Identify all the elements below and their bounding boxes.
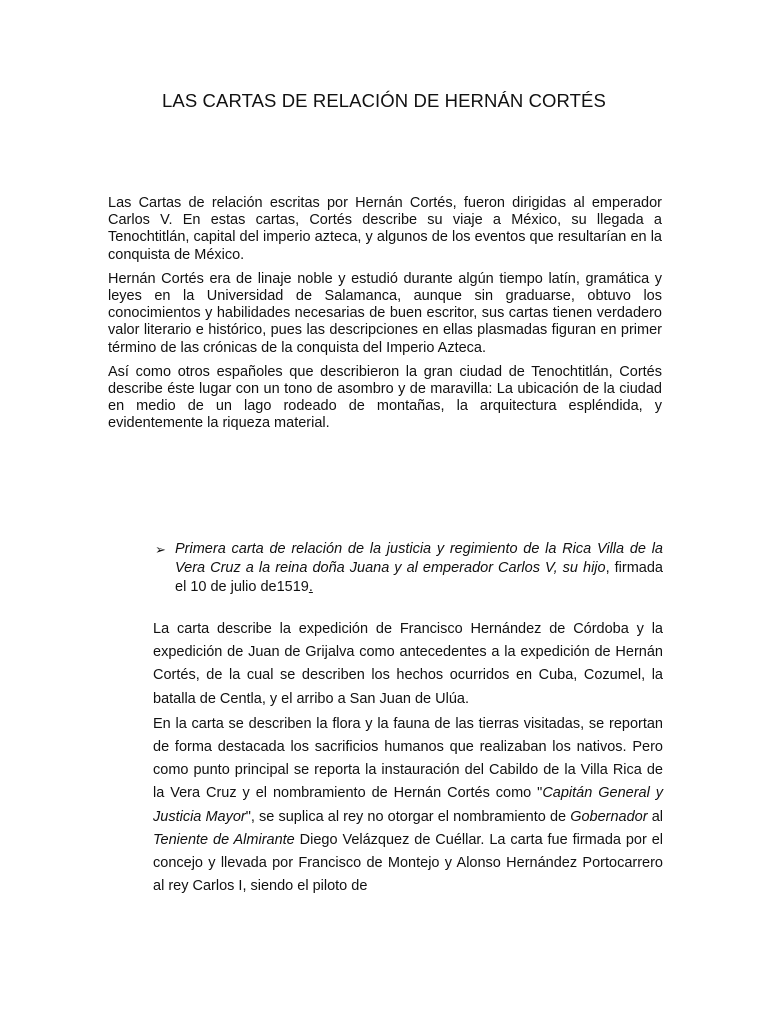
letter-paragraph-1: La carta describe la expedición de Francisco Hernández de Córdoba y la expedición de Juan de Grijalva como antecedentes a la expedición de Hernán Cortés, de la cual se describen los hechos ocurridos en Cuba, Cozumel, la batalla de Centla, y el arribo a San Juan de Ulúa. xyxy=(153,621,663,707)
bullet-italic-text: Primera carta de relación de la justicia y regimiento de la Rica Villa de la Vera Cruz a la reina doña Juana y al emperador Carlos V, su hijo xyxy=(175,541,663,576)
intro-paragraph-1: Las Cartas de relación escritas por Hernán Cortés, fueron dirigidas al emperador Carlos V. En estas cartas, Cortés describe su viaje a México, su llegada a Tenochtitlán, capital del imperio azteca, y algunos de los eventos que resultarían en la conquista de México. xyxy=(108,195,662,263)
letter-paragraph-2 xyxy=(153,713,663,899)
letter-paragraph-2-part1: En la carta se describen la flora y la fauna de las tierras visitadas, se reportan de forma destacada los sacrificios humanos que realizaban los nativos. Pero como punto principal se reporta la instauración del Cabildo de la Villa Rica de la Vera Cruz y el nombramiento de Hernán Cortés como " xyxy=(153,715,663,802)
intro-paragraph-2: Hernán Cortés era de linaje noble y estudió durante algún tiempo latín, gramática y leyes en la Universidad de Salamanca, aunque sin graduarse, obtuvo los conocimientos y habilidades necesarias de buen escritor, sus cartas tienen verdadero valor literario e histórico, pues las descripciones en ellas plasmadas figuran en primer término de las crónicas de la conquista del Imperio Azteca. xyxy=(108,270,662,356)
letter-paragraph-2-part2: ", se suplica al rey no otorgar el nombramiento de xyxy=(245,808,571,825)
letter-section xyxy=(153,618,663,898)
letter-paragraph-2-part4: Diego Velázquez de Cuéllar. La carta fue firmada por el concejo y llevada por Francisco de Montejo y Alonso Hernández Portocarrero al rey Carlos I, siendo el piloto de xyxy=(153,831,663,895)
bullet-plain-text: , firmada el 10 de julio de1519 xyxy=(175,560,663,595)
bullet-text xyxy=(175,540,663,597)
intro-section xyxy=(108,195,662,440)
page-title: LAS CARTAS DE RELACIÓN DE HERNÁN CORTÉS xyxy=(162,90,606,111)
bullet-end-text: . xyxy=(308,579,313,595)
intro-paragraph-3: Así como otros españoles que describieron la gran ciudad de Tenochtitlán, Cortés describe éste lugar con un tono de asombro y de maravilla: La ubicación de la ciudad en medio de un lago rodeado de montañas, la arquitectura espléndida, y evidentemente la riqueza material. xyxy=(108,363,662,432)
arrow-bullet-icon: ➢ xyxy=(155,542,166,557)
letter-paragraph-2-italic1: Capitán General y Justicia Mayor xyxy=(153,785,663,825)
letter-paragraph-2-italic2: Gobernador xyxy=(570,808,648,825)
letter-paragraph-2-part3: al xyxy=(647,808,663,825)
letter-paragraph-2-italic3: Teniente de Almirante xyxy=(153,831,295,848)
bullet-item-primera-carta xyxy=(155,540,663,597)
